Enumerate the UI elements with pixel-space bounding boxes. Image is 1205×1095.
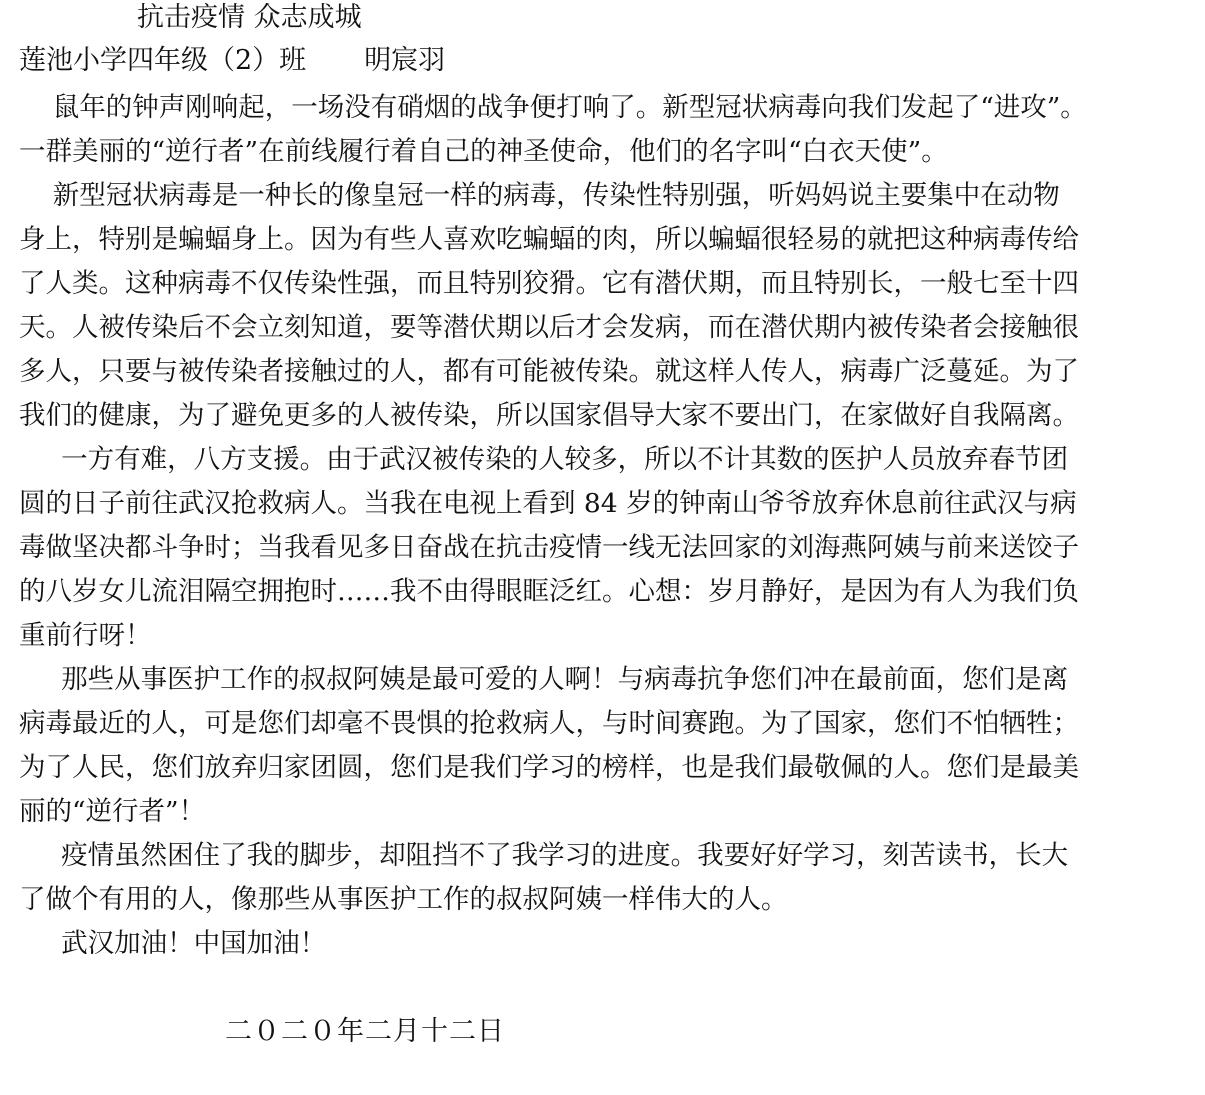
paragraph: [19, 438, 1191, 658]
paragraph: [19, 174, 1191, 438]
essay-title: 抗击疫情 众志成城: [137, 2, 362, 33]
paragraph-line: 天。人被传染后不会立刻知道，要等潜伏期以后才会发病，而在潜伏期内被传染者会接触很: [19, 312, 1079, 343]
paragraph: [19, 658, 1191, 834]
paragraph-line: 武汉加油！中国加油！: [19, 928, 327, 959]
paragraph-line: 我们的健康，为了避免更多的人被传染，所以国家倡导大家不要出门，在家做好自我隔离。: [19, 400, 1079, 431]
paragraph-line: 的八岁女儿流泪隔空拥抱时……我不由得眼眶泛红。心想：岁月静好，是因为有人为我们负: [19, 576, 1079, 607]
paragraph-line: 为了人民，您们放弃归家团圆，您们是我们学习的榜样，也是我们最敬佩的人。您们是最美: [19, 752, 1079, 783]
paragraph: [19, 86, 1191, 174]
paragraph-line: 了人类。这种病毒不仅传染性强，而且特别狡猾。它有潜伏期，而且特别长，一般七至十四: [19, 268, 1079, 299]
paragraph-line: 鼠年的钟声刚响起，一场没有硝烟的战争便打响了。新型冠状病毒向我们发起了“进攻”。: [19, 92, 1087, 123]
paragraph: [19, 922, 1191, 966]
paragraph-line: 一群美丽的“逆行者”在前线履行着自己的神圣使命，他们的名字叫“白衣天使”。: [19, 136, 948, 167]
author-byline: [19, 36, 1191, 86]
paragraph-line: 丽的“逆行者”！: [19, 796, 206, 827]
author-name: 明宸羽: [364, 45, 446, 76]
paragraph-line: 那些从事医护工作的叔叔阿姨是最可爱的人啊！与病毒抗争您们冲在最前面，您们是离: [19, 664, 1069, 695]
paragraph-line: 一方有难，八方支援。由于武汉被传染的人较多，所以不计其数的医护人员放弃春节团: [19, 444, 1069, 475]
paragraph-line: 新型冠状病毒是一种长的像皇冠一样的病毒，传染性特别强，听妈妈说主要集中在动物: [19, 180, 1060, 211]
essay-body: [19, 86, 1191, 966]
school-class: 莲池小学四年级（2）班: [19, 45, 307, 76]
paragraph-line: 了做个有用的人，像那些从事医护工作的叔叔阿姨一样伟大的人。: [19, 884, 788, 915]
paragraph-line: 毒做坚决都斗争时；当我看见多日奋战在抗击疫情一线无法回家的刘海燕阿姨与前来送饺子: [19, 532, 1079, 563]
paragraph-line: 病毒最近的人，可是您们却毫不畏惧的抢救病人，与时间赛跑。为了国家，您们不怕牺牲；: [19, 708, 1079, 739]
paragraph-line: 圆的日子前往武汉抢救病人。当我在电视上看到 84 岁的钟南山爷爷放弃休息前往武汉与病: [19, 488, 1077, 519]
paragraph-line: 重前行呀！: [19, 620, 152, 651]
essay-date: 二０二０年二月十二日: [225, 1016, 505, 1047]
paragraph-line: 身上，特别是蝙蝠身上。因为有些人喜欢吃蝙蝠的肉，所以蝙蝠很轻易的就把这种病毒传给: [19, 224, 1079, 255]
spacer: [19, 966, 1191, 1010]
essay-document: [19, 0, 1191, 1054]
paragraph: [19, 834, 1191, 922]
paragraph-line: 疫情虽然困住了我的脚步，却阻挡不了我学习的进度。我要好好学习，刻苦读书，长大: [19, 840, 1069, 871]
paragraph-line: 多人，只要与被传染者接触过的人，都有可能被传染。就这样人传人，病毒广泛蔓延。为了: [19, 356, 1079, 387]
